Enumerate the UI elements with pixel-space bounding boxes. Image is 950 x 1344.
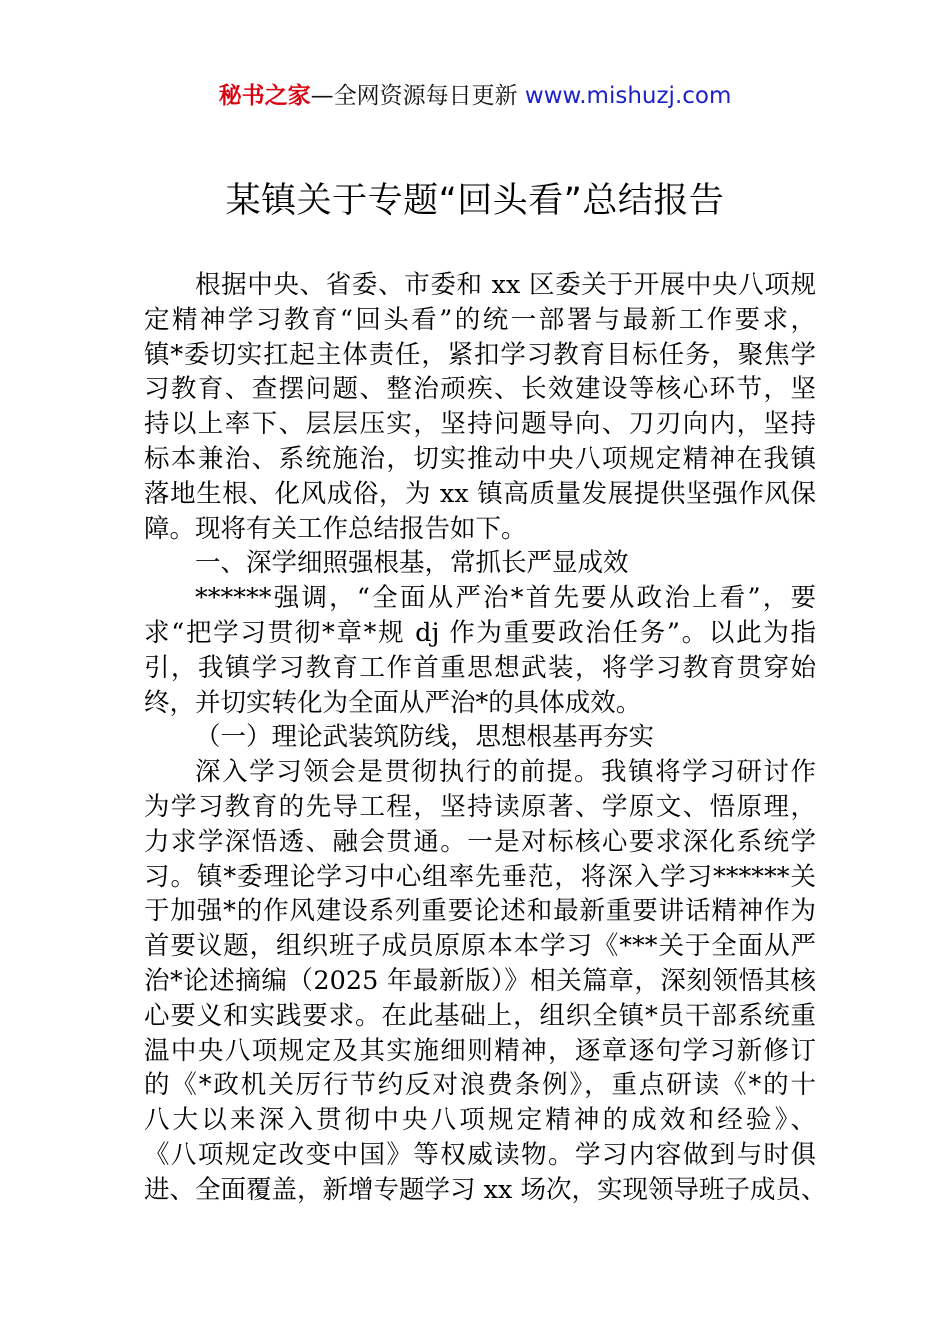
- paragraph-line: 的《*政机关厉行节约反对浪费条例》，重点研读《*的十: [144, 1070, 816, 1101]
- paragraph-line: 习教育、查摆问题、整治顽疾、长效建设等核心环节，坚: [144, 374, 816, 405]
- site-brand: 秘书之家: [218, 83, 311, 109]
- paragraph-line: 持以上率下、层层压实，坚持问题导向、刀刃向内，坚持: [144, 409, 816, 440]
- site-header: [0, 80, 950, 112]
- paragraph-line: 镇*委切实扛起主体责任，紧扣学习教育目标任务，聚焦学: [144, 339, 816, 370]
- paragraph-line: 温中央八项规定及其实施细则精神，逐章逐句学习新修订: [144, 1035, 816, 1066]
- paragraph-line: 治*论述摘编（2025 年最新版）》相关篇章，深刻领悟其核: [144, 965, 816, 996]
- document-body: [144, 268, 827, 1208]
- paragraph-line: 为学习教育的先导工程，坚持读原著、学原文、悟原理，: [144, 791, 816, 822]
- paragraph-line: ******强调，“全面从严治*首先要从政治上看”，要: [195, 583, 816, 614]
- paragraph-line: 落地生根、化风成俗，为 xx 镇高质量发展提供坚强作风保: [144, 478, 816, 509]
- document-title: 某镇关于专题“回头看”总结报告: [225, 181, 725, 221]
- site-url-link[interactable]: www.mishuzj.com: [524, 83, 732, 109]
- paragraph-line: 心要义和实践要求。在此基础上，组织全镇*员干部系统重: [144, 1000, 816, 1031]
- paragraph-line: 求“把学习贯彻*章*规 dj 作为重要政治任务”。以此为指: [144, 617, 816, 648]
- paragraph-line: 首要议题，组织班子成员原原本本学习《***关于全面从严: [144, 931, 816, 962]
- paragraph-line: 八大以来深入贯彻中央八项规定精神的成效和经验》、: [144, 1105, 816, 1136]
- paragraph-line: 障。现将有关工作总结报告如下。: [144, 513, 527, 544]
- section-heading: 一、深学细照强根基，常抓长严显成效: [195, 548, 629, 579]
- paragraph-line: 标本兼治、系统施治，切实推动中央八项规定精神在我镇: [144, 443, 816, 474]
- paragraph-line: 根据中央、省委、市委和 xx 区委关于开展中央八项规: [195, 270, 816, 300]
- paragraph-line: 深入学习领会是贯彻执行的前提。我镇将学习研讨作: [195, 757, 816, 788]
- paragraph-line: 终，并切实转化为全面从严治*的具体成效。: [144, 687, 642, 718]
- paragraph-line: 力求学深悟透、融会贯通。一是对标核心要求深化系统学: [144, 826, 816, 857]
- site-tagline: —全网资源每日更新: [310, 83, 525, 109]
- paragraph-line: 引，我镇学习教育工作首重思想武装，将学习教育贯穿始: [144, 652, 816, 683]
- paragraph-line: 定精神学习教育“回头看”的统一部署与最新工作要求，: [144, 304, 816, 335]
- subsection-heading: （一）理论武装筑防线，思想根基再夯实: [195, 722, 655, 753]
- paragraph-line: 习。镇*委理论学习中心组率先垂范，将深入学习******关: [144, 861, 816, 892]
- paragraph-line: 进、全面覆盖，新增专题学习 xx 场次，实现领导班子成员、: [144, 1174, 827, 1205]
- paragraph-line: 于加强*的作风建设系列重要论述和最新重要讲话精神作为: [144, 896, 816, 927]
- paragraph-line: 《八项规定改变中国》等权威读物。学习内容做到与时俱: [144, 1139, 816, 1170]
